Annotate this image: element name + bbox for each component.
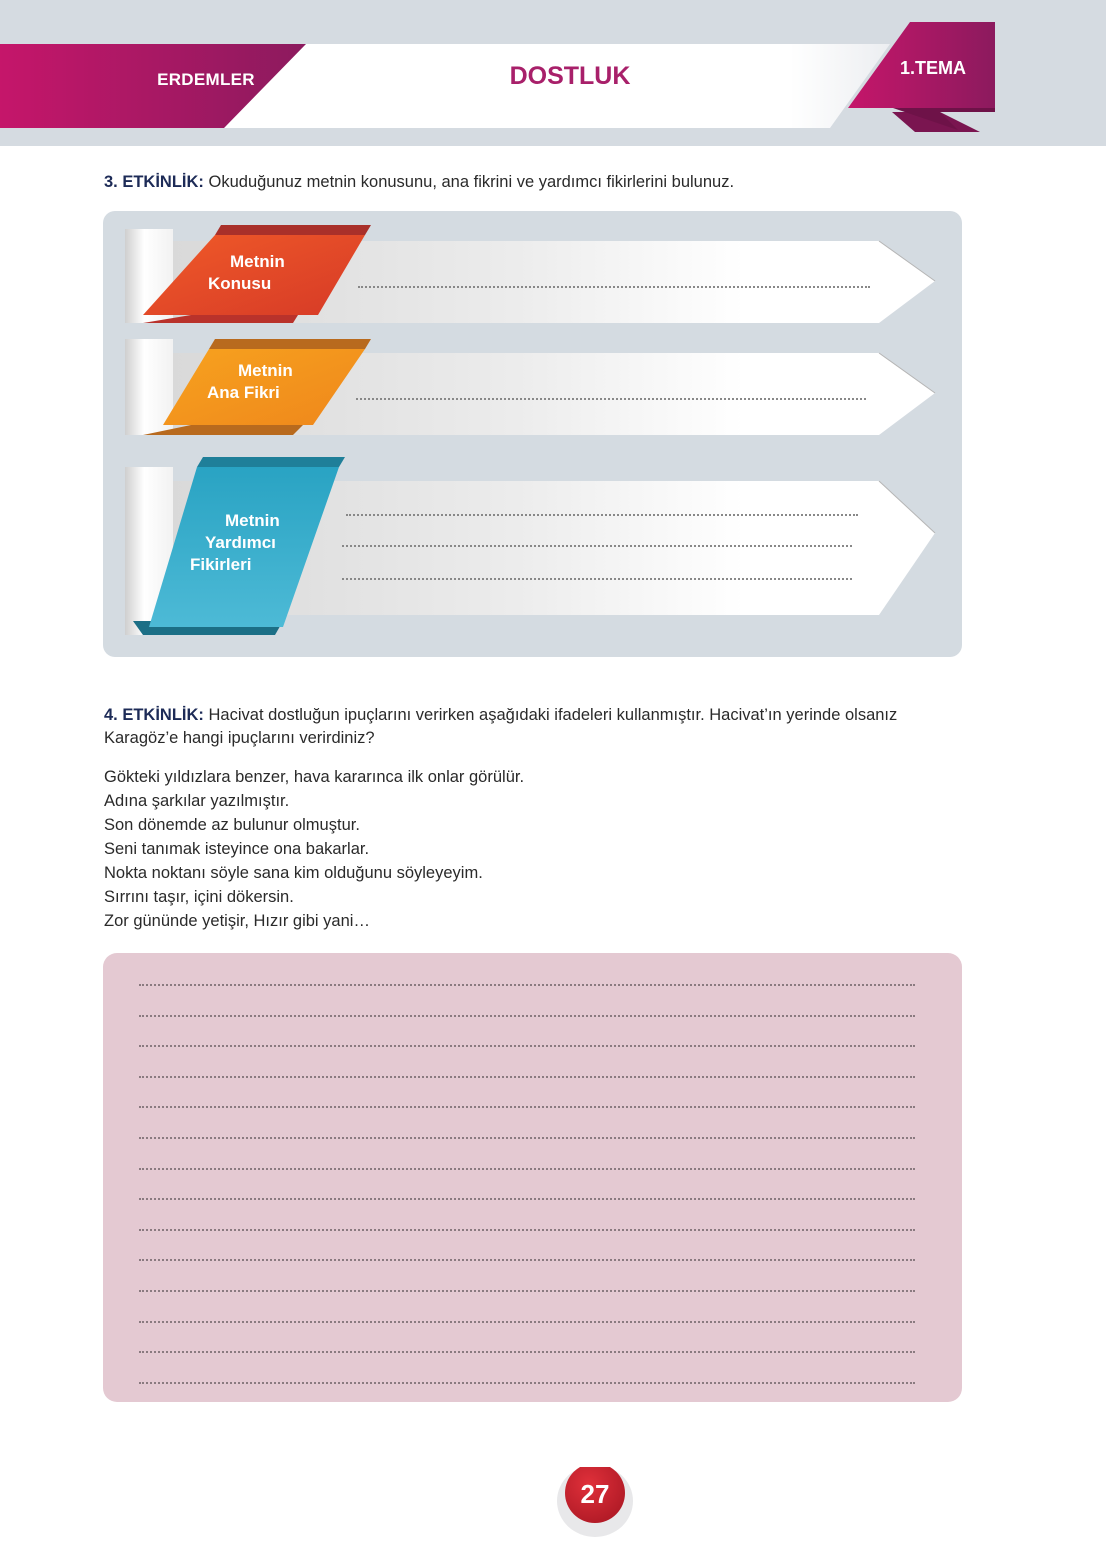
- answer-line[interactable]: [139, 1106, 915, 1108]
- ribbon-yardimci-line2: Yardımcı: [205, 533, 276, 552]
- ribbon-konusu-label: [208, 251, 285, 295]
- ribbon-anafikri-line1: Metnin: [238, 361, 293, 380]
- answer-line[interactable]: [139, 984, 915, 986]
- clue-item: Gökteki yıldızlara benzer, hava kararınca ilk onlar görülür.: [104, 768, 525, 786]
- clue-item: Adına şarkılar yazılmıştır.: [104, 792, 290, 810]
- clue-item: Zor gününde yetişir, Hızır gibi yani…: [104, 912, 370, 930]
- activity3-text: Okuduğunuz metnin konusunu, ana fikrini ve yardımcı fikirlerini bulunuz.: [203, 173, 735, 191]
- yardimci-answer-line-3[interactable]: [342, 578, 852, 580]
- ribbon-anafikri-label: [207, 360, 293, 404]
- clue-item: Son dönemde az bulunur olmuştur.: [104, 816, 360, 834]
- anafikri-answer-line[interactable]: [356, 398, 866, 400]
- activity3-instruction: [104, 171, 964, 194]
- answer-line[interactable]: [139, 1229, 915, 1231]
- clue-list: [104, 765, 804, 933]
- activity4-number: 4. ETKİNLİK:: [104, 706, 204, 724]
- answer-line[interactable]: [139, 1137, 915, 1139]
- yardimci-answer-line-1[interactable]: [346, 514, 858, 516]
- answer-line[interactable]: [139, 1321, 915, 1323]
- activity3-number: 3. ETKİNLİK:: [104, 173, 204, 191]
- answer-line[interactable]: [139, 1259, 915, 1261]
- answer-panel: [103, 953, 962, 1402]
- answer-line[interactable]: [139, 1382, 915, 1384]
- answer-line[interactable]: [139, 1076, 915, 1078]
- ribbon-yardimci-label: [190, 510, 280, 576]
- ribbon-konusu-line1: Metnin: [230, 252, 285, 271]
- page-title: DOSTLUK: [509, 62, 631, 90]
- activity4-text: Hacivat dostluğun ipuçlarını verirken aşağıdaki ifadeleri kullanmıştır. Hacivat’ın yerinde olsanız Karagöz’e hangi ipuçlarını verirdiniz?: [104, 706, 898, 747]
- page-number: 27: [580, 1479, 610, 1509]
- yardimci-answer-line-2[interactable]: [342, 545, 852, 547]
- ribbon-anafikri-line2: Ana Fikri: [207, 383, 280, 402]
- answer-line[interactable]: [139, 1290, 915, 1292]
- header-left-label: ERDEMLER: [157, 70, 255, 89]
- ribbon2-top-fold: [209, 339, 371, 349]
- ribbon-yardimci-line3: Fikirleri: [190, 555, 252, 574]
- answer-line[interactable]: [139, 1045, 915, 1047]
- ribbon1-top-fold: [215, 225, 371, 235]
- activity4-instruction: [104, 704, 954, 750]
- ribbon-yardimci-line1: Metnin: [225, 511, 280, 530]
- answer-line[interactable]: [139, 1198, 915, 1200]
- answer-line[interactable]: [139, 1351, 915, 1353]
- theme-label: 1.TEMA: [899, 58, 966, 78]
- page-number-badge: [550, 1467, 640, 1557]
- konusu-answer-line[interactable]: [358, 286, 870, 288]
- answer-line[interactable]: [139, 1015, 915, 1017]
- clue-item: Seni tanımak isteyince ona bakarlar.: [104, 840, 370, 858]
- clue-item: Nokta noktanı söyle sana kim olduğunu söyleyeyim.: [104, 864, 483, 882]
- clue-item: Sırrını taşır, içini dökersin.: [104, 888, 294, 906]
- ribbon3-top-fold: [197, 457, 345, 467]
- ribbon-konusu-line2: Konusu: [208, 274, 272, 293]
- answer-line[interactable]: [139, 1168, 915, 1170]
